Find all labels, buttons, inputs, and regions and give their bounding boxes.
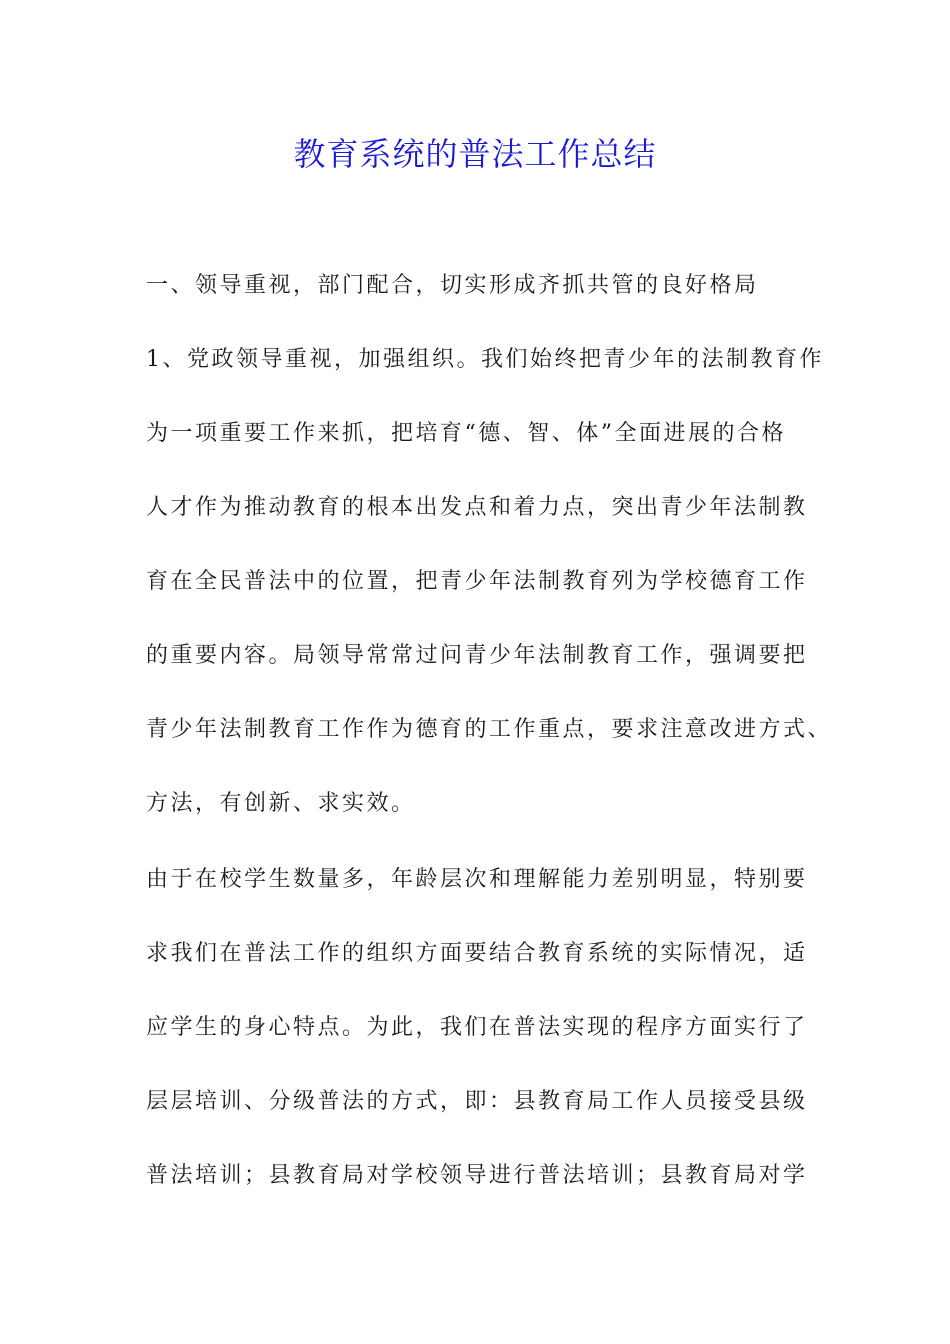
paragraph-line: 方法，有创新、求实效。 [146, 791, 416, 816]
paragraph-line: 青少年法制教育工作作为德育的工作重点，要求注意改进方式、 [146, 717, 833, 742]
paragraph-line: 由于在校学生数量多，年龄层次和理解能力差别明显，特别要 [146, 867, 808, 892]
paragraph-line: 1、党政领导重视，加强组织。我们始终把青少年的法制教育作 [146, 347, 824, 372]
paragraph-line: 育在全民普法中的位置，把青少年法制教育列为学校德育工作 [146, 569, 808, 594]
paragraph-line: 普法培训；县教育局对学校领导进行普法培训；县教育局对学 [146, 1163, 808, 1188]
paragraph-line: 为一项重要工作来抓，把培育“德、智、体”全面进展的合格 [146, 421, 786, 446]
paragraph-line: 应学生的身心特点。为此，我们在普法实现的程序方面实行了 [146, 1015, 808, 1040]
document-title: 教育系统的普法工作总结 [293, 135, 657, 173]
paragraph-line: 求我们在普法工作的组织方面要结合教育系统的实际情况，适 [146, 941, 808, 966]
paragraph-line: 的重要内容。局领导常常过问青少年法制教育工作，强调要把 [146, 643, 808, 668]
paragraph-line: 人才作为推动教育的根本出发点和着力点，突出青少年法制教 [146, 495, 808, 520]
paragraph-line: 层层培训、分级普法的方式，即：县教育局工作人员接受县级 [146, 1089, 808, 1114]
section-heading: 一、领导重视，部门配合，切实形成齐抓共管的良好格局 [146, 273, 759, 298]
